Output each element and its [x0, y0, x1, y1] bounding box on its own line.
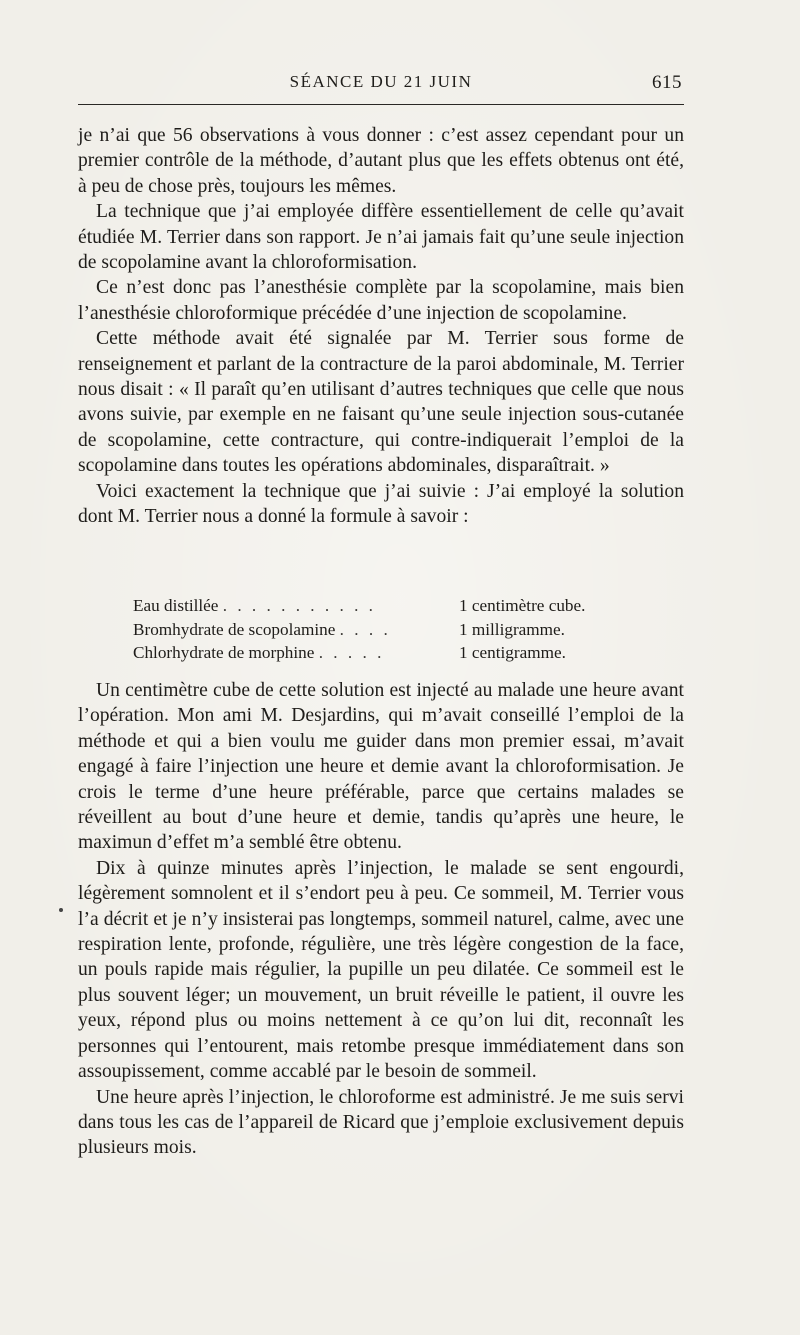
formula-quantity: 1 milligramme. [459, 619, 565, 639]
paragraph-method: Cette méthode avait été signalée par M. Terrier sous forme de renseignement et parlant de la contracture de la paroi abdominale, M. Terrier nous disait : « Il paraît qu’en utilisant d’autres techniques que celle que nous avons suivie, par exemple en ne faisant qu’une seule injection sous-cutanée de scopolamine, cette contracture, qui contre-indiquerait l’emploi de la scopolamine dans toutes les opérations abdominales, disparaîtrait. » [78, 328, 684, 477]
formula-quantity: 1 centigramme. [459, 643, 566, 662]
paragraph-solution: Voici exactement la technique que j’ai suivie : J’ai employé la solution dont M. Terrier nous a donné la formule à savoir : [78, 480, 684, 528]
page-header [78, 72, 684, 100]
leader-dots: . . . . [339, 619, 391, 639]
header-rule [78, 104, 684, 105]
formula-ingredient: Bromhydrate de scopolamine . . . . [133, 619, 391, 639]
leader-dots: . . . . . . . . . . . [222, 596, 376, 615]
leader-dots: . . . . . [318, 643, 385, 662]
paragraph-anesthesia: Ce n’est donc pas l’anesthésie complète par la scopolamine, mais bien l’anesthésie chloroformique précédée d’une injection de scopolamine. [78, 277, 684, 324]
paragraph-sleep: Dix à quinze minutes après l’injection, le malade se sent engourdi, légèrement somnolent et il s’endort peu à peu. Ce sommeil, M. Terrier vous l’a décrit et je n’y insisterai pas longtemps, sommeil naturel, calme, avec une respiration lente, profonde, régulière, une très légère congestion de la face, un pouls rapide mais régulier, la pupille un peu dilatée. Ce sommeil est le plus souvent léger; un mouvement, un bruit réveille le patient, il ouvre les yeux, répond plus ou moins nettement à ce qu’on lui dit, reconnaît les personnes qui l’entourent, mais retombe presque immédiatement dans son assoupissement, comme accablé par le besoin de sommeil. [78, 857, 684, 1083]
formula-quantity: 1 centimètre cube. [459, 596, 586, 615]
paragraph-technique: La technique que j’ai employée diffère essentiellement de celle qu’avait étudiée M. Terrier dans son rapport. Je n’ai jamais fait qu’une seule injection de scopolamine avant la chloroformisation. [78, 201, 684, 274]
paragraph-injection: Un centimètre cube de cette solution est injecté au malade une heure avant l’opération. Mon ami M. Desjardins, qui m’avait conseillé l’emploi de la méthode et qui a bien voulu me guider dans mon premier essai, m’avait engagé à faire l’injection une heure et demie avant la chloroformisation. Je crois le terme d’une heure préférable, parce que certains malades se réveillent au bout d’une heure et demie, tandis qu’après une heure, le maximun d’effet m’a semblé être obtenu. [78, 680, 684, 854]
formula-row [133, 594, 653, 618]
paragraph-continuation: je n’ai que 56 observations à vous donner : c’est assez cependant pour un premier contrôle de la méthode, d’autant plus que les effets obtenus ont été, à peu de chose près, toujours les mêmes. [78, 125, 684, 197]
body-text-upper [78, 123, 684, 530]
body-text-lower [78, 678, 684, 1161]
formula-ingredient: Chlorhydrate de morphine . . . . . [133, 643, 385, 662]
paragraph-chloroform: Une heure après l’injection, le chloroforme est administré. Je me suis servi dans tous les cas de l’appareil de Ricard que j’emploie exclusivement depuis plusieurs mois. [78, 1086, 684, 1159]
page-number: 615 [652, 72, 682, 93]
margin-mark [59, 908, 63, 912]
formula-table [133, 594, 653, 665]
formula-row [133, 618, 653, 642]
formula-row [133, 641, 653, 665]
formula-ingredient: Eau distillée . . . . . . . . . . . [133, 596, 376, 615]
running-title: SÉANCE DU 21 JUIN [289, 72, 473, 91]
